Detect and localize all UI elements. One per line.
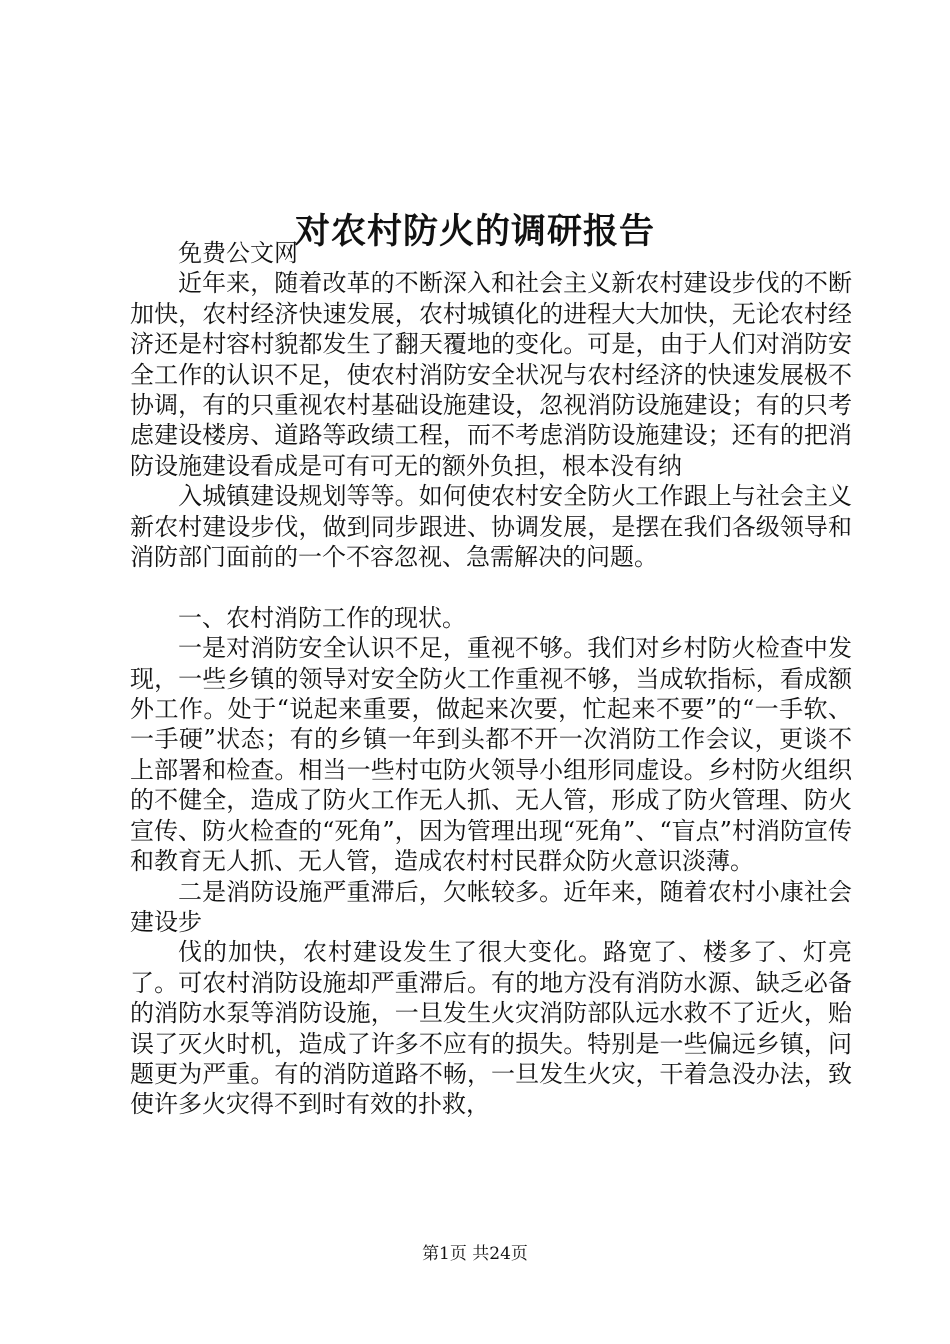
page-footer: 第1页 共24页 bbox=[422, 1244, 528, 1264]
paragraph-source: 免费公文网 bbox=[178, 239, 298, 267]
document-title: 对农村防火的调研报告 bbox=[294, 211, 655, 253]
document-body bbox=[130, 238, 852, 1120]
section-heading-status: 一、农村消防工作的现状。 bbox=[178, 603, 466, 632]
paragraph-point-two: 二是消防设施严重滞后，欠帐较多。近年来，随着农村小康社会建设步 bbox=[130, 877, 852, 936]
paragraph-point-one: 一是对消防安全认识不足，重视不够。我们对乡村防火检查中发现，一些乡镇的领导对安全防火工作重视不够，当成软指标，看成额外工作。处于“说起来重要，做起来次要，忙起来不要”的“一手软、一手硬”状态；有的乡镇一年到头都不开一次消防工作会议，更谈不上部署和检查。相当一些村屯防火领导小组形同虚设。乡村防火组织的不健全，造成了防火工作无人抓、无人管，形成了防火管理、防火宣传、防火检查的“死角”，因为管理出现“死角”、“盲点”村消防宣传和教育无人抓、无人管，造成农村村民群众防火意识淡薄。 bbox=[130, 634, 852, 876]
paragraph-intro-continued: 入城镇建设规划等等。如何使农村安全防火工作跟上与社会主义新农村建设步伐，做到同步跟进、协调发展，是摆在我们各级领导和消防部门面前的一个不容忽视、急需解决的问题。 bbox=[130, 482, 852, 572]
paragraph-intro: 近年来，随着改革的不断深入和社会主义新农村建设步伐的不断加快，农村经济快速发展，农村城镇化的进程大大加快，无论农村经济还是村容村貌都发生了翻天覆地的变化。可是，由于人们对消防安全工作的认识不足，使农村消防安全状况与农村经济的快速发展极不协调，有的只重视农村基础设施建设，忽视消防设施建设；有的只考虑建设楼房、道路等政绩工程，而不考虑消防设施建设；还有的把消防设施建设看成是可有可无的额外负担，根本没有纳 bbox=[130, 269, 852, 480]
paragraph-blank bbox=[130, 572, 852, 602]
paragraph-point-two-continued: 伐的加快，农村建设发生了很大变化。路宽了、楼多了、灯亮了。可农村消防设施却严重滞后。有的地方没有消防水源、缺乏必备的消防水泵等消防设施，一旦发生火灾消防部队远水救不了近火，贻误了灭火时机，造成了许多不应有的损失。特别是一些偏远乡镇，问题更为严重。有的消防道路不畅，一旦发生火灾，干着急没办法，致使许多火灾得不到时有效的扑救， bbox=[130, 938, 852, 1119]
